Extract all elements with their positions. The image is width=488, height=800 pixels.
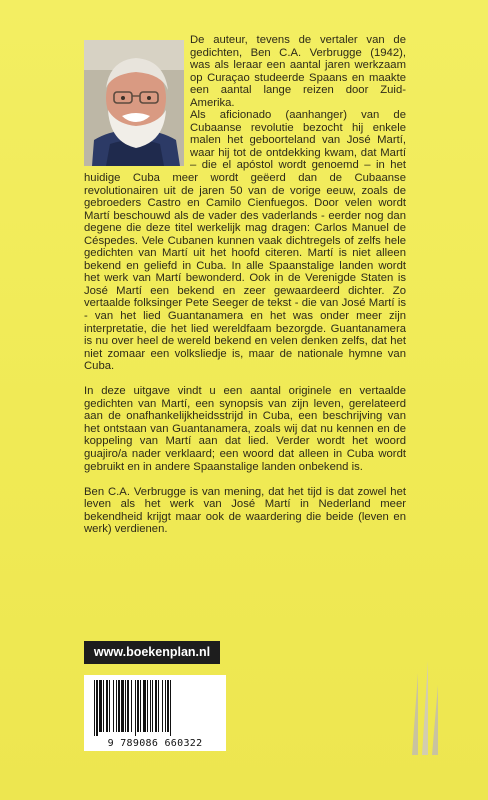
barcode-bar bbox=[99, 680, 102, 732]
barcode-bar bbox=[131, 680, 132, 732]
back-cover-text bbox=[84, 34, 406, 536]
publisher-url: www.boekenplan.nl bbox=[84, 641, 220, 664]
author-opinion-paragraph: Ben C.A. Verbrugge is van mening, dat het tijd is dat zowel het leven als het werk van José Martí in Nederland meer bekendheid krijgt maar ook de waardering die beide (leven en werk) verdienen. bbox=[84, 485, 406, 536]
barcode-bar bbox=[158, 680, 159, 732]
barcode-bar bbox=[118, 680, 120, 732]
barcode-bar bbox=[116, 680, 117, 732]
barcode-bar bbox=[140, 680, 141, 732]
barcode-bar bbox=[113, 680, 114, 732]
barcode-bar bbox=[143, 680, 146, 732]
barcode-bar bbox=[103, 680, 104, 732]
isbn-barcode bbox=[84, 675, 226, 737]
barcode-bar bbox=[165, 680, 166, 732]
barcode-bar bbox=[109, 680, 110, 732]
publisher-logo bbox=[406, 655, 446, 755]
barcode-bar bbox=[167, 680, 169, 732]
barcode-bar bbox=[135, 680, 136, 736]
barcode-bar bbox=[127, 680, 129, 732]
barcode-bar bbox=[94, 680, 95, 736]
barcode-bar bbox=[155, 680, 157, 732]
barcode-bar bbox=[137, 680, 139, 732]
barcode-bar bbox=[152, 680, 153, 732]
barcode-bar bbox=[170, 680, 171, 736]
barcode-bar bbox=[121, 680, 124, 732]
barcode-bar bbox=[150, 680, 151, 732]
barcode-bar bbox=[162, 680, 163, 732]
barcode-bar bbox=[125, 680, 126, 732]
barcode-bar bbox=[96, 680, 98, 736]
edition-contents-paragraph: In deze uitgave vindt u een aantal originele en vertaalde gedichten van Martí, een synopsis van zijn leven, gerelateerd aan de onafhankelijkheidsstrijd in Cuba, een beschrijving van het ontstaan van Guantanamera, zoals wij dat nu kennen en de koppeling van Martí aan dat lied. Verder wordt het woord guajiro/a nader verklaard; een woord dat alleen in Cuba wordt gebruikt en in andere Spaanstalige landen onbekend is. bbox=[84, 385, 406, 473]
author-cuba-paragraph: Als aficionado (aanhanger) van de Cubaanse revolutie bezocht hij enkele malen het geboorteland van José Martí, waar hij tot de ontdekking kwam, dat Martí – die el apóstol wordt genoemd – in het huidige Cuba meer wordt geëerd dan de Cubaanse revolutionairen uit de jaren 50 van de vorige eeuw, zoals de gebroeders Castro en Camilo Cienfuegos. Door velen wordt Martí beschouwd als de vader des vaderlands - eerder nog dan degene die deze titel werkelijk mag dragen: Carlos Manuel de Céspedes. Vele Cubanen kunnen vaak dichtregels of zelfs hele gedichten van Martí uit het hoofd citeren. Martí is niet alleen bekend en geliefd in Cuba. In alle Spaanstalige landen wordt het werk van Martí bewonderd. Ook in de Verenigde Staten is José Martí een bekend en zeer gewaardeerd dichter. Zo vertaalde folksinger Pete Seeger de tekst - die van José Martí is - van het lied Guantanamera en het was onder meer zijn interpretatie, die het lied wereldfaam bezorgde. Guantanamera is nu over heel de wereld bekend en velen denken zelfs, dat het niet zomaar een volksliedje is, maar de nationale hymne van Cuba. bbox=[84, 109, 406, 373]
author-intro-paragraph: De auteur, tevens de vertaler van de gedichten, Ben C.A. Verbrugge (1942), was als leraar een aantal jaren werkzaam op Curaçao studeerde Spaans en maakte een aantal lange reizen door Zuid-Amerika. bbox=[190, 34, 406, 109]
barcode-bar bbox=[147, 680, 148, 732]
isbn-number: 9 789086 660322 bbox=[84, 737, 226, 751]
barcode-bar bbox=[106, 680, 108, 732]
